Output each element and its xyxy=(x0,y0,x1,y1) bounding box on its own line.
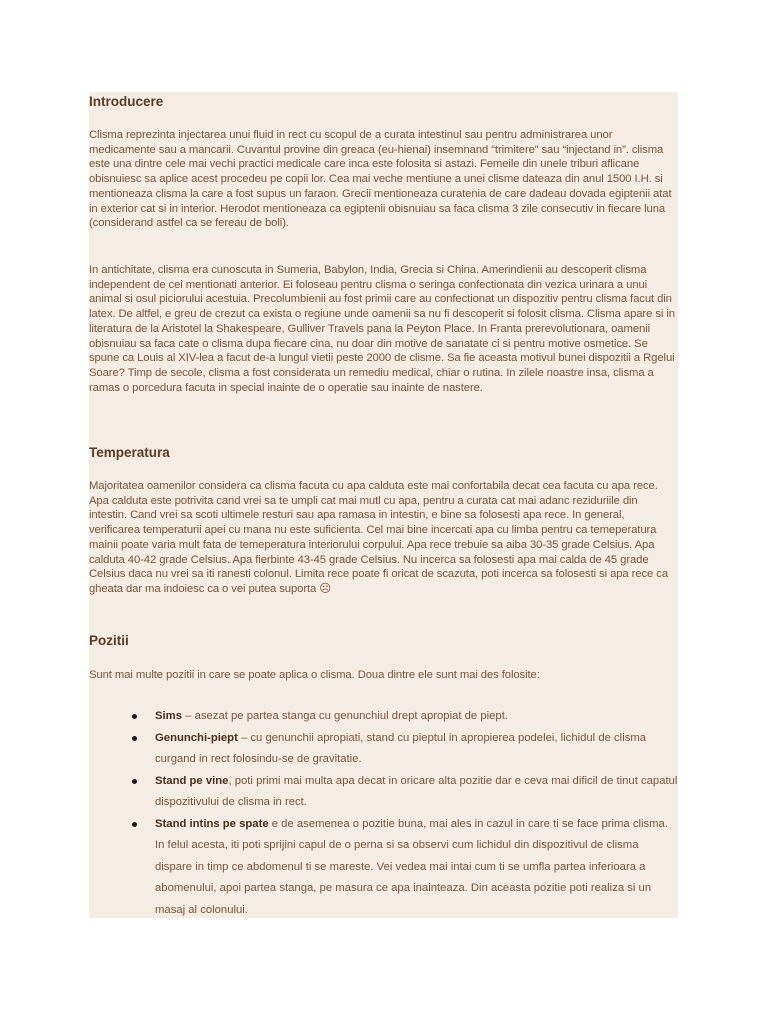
bullet-icon xyxy=(132,779,137,784)
intro-paragraph-1: Clisma reprezinta injectarea unui fluid in rect cu scopul de a curata intestinul sau pentru administrarea unor medicamente sau a mancarii. Cuvantul provine din greaca (eu-hienai) insemnand “trimitere” sau “injectand in”. clisma este una dintre cele mai vechi practici medicale care inca este folosita si astazi. Femeile din unele triburi aflicane obisnuiesc sa aplice acest procedeu pe copii lor. Cea mai veche mentiune a unei clisme dateaza din anul 1500 I.H. si mentioneaza clisma la care a fost supus un faraon. Grecii mentioneaza curatenia de care dadeau dovada egiptenii atat in exterior cat si in interior. Herodot mentioneaza ca egiptenii obisnuiau sa faca clisma 3 zile consecutiv in fiecare luna (considerand astfel ca se fereau de boli). xyxy=(89,129,672,230)
section-introducere xyxy=(89,93,678,111)
list-item-text: e de asemenea o pozitie buna, mai ales in cazul in care ti se face prima clisma. In felul acesta, iti poti sprijini capul de o perna si sa observi cum lichidul din dispozitivul de clisma dispare in timp ce abdomenul ti se mareste. Vei vedea mai intai cum ti se umfla partea inferioara a abomenului, apoi partea stanga, pe masura ce apa inainteaza. Din aceasta pozitie poti realiza si un masaj al colonului. xyxy=(155,817,668,916)
list-item-term: Sims xyxy=(155,710,183,722)
section-pozitii xyxy=(89,632,678,650)
heading-pozitii: Pozitii xyxy=(89,633,129,648)
heading-temperatura: Temperatura xyxy=(89,445,170,460)
intro-paragraph-1-block xyxy=(89,128,678,231)
list-item xyxy=(130,706,678,728)
list-item-term: Stand pe vine xyxy=(155,774,229,787)
list-item-text: – cu genunchii apropiati, stand cu pieptul in apropierea podelei, lichidul de clisma curgand in rect folosindu-se de gravitatie. xyxy=(155,731,647,765)
positions-intro: Sunt mai multe pozitii in care se poate aplica o clisma. Doua dintre ele sunt mai des folosite: xyxy=(89,669,540,681)
bullet-icon xyxy=(132,736,137,741)
list-item-text: – asezat pe partea stanga cu genunchiul drept apropiat de piept. xyxy=(182,710,508,722)
temperature-paragraph: Majoritatea oamenilor considera ca clisma facuta cu apa calduta este mai confortabila decat cea facuta cu apa rece. Apa calduta este potrivita cand vrei sa te umpli cat mai mutl cu apa, pentru a curata cat mai adanc reziduriile din intestin. Cand vrei sa scoti ultimele resturi sau apa ramasa in intestin, e bine sa folosesti apa rece. In general, verificarea temperaturii apei cu mana nu este suficienta. Cel mai bine incercati apa cu limba pentru ca temeperatura mainii poate varia mult fata de temeperatura interiorului corpului. Apa rece trebuie sa aiba 30-35 grade Celsius. Apa calduta 40-42 grade Celsius. Apa fierbinte 43-45 grade Celsius. Nu incerca sa folosesti apa mai calda de 45 grade Celsius daca nu vrei sa iti ranesti colonul. Limita rece poate fi oricat de scazuta, poti incerca sa folosesti si apa rece ca gheata dar ma indoiesc ca o vei putea suporta ☹ xyxy=(89,480,668,595)
intro-paragraph-2: In antichitate, clisma era cunoscuta in Sumeria, Babylon, India, Grecia si China. Amerindienii au descoperit clisma independent de cei mentionati anterior. Ei foloseau pentru clisma o seringa confectionata din vezica urinara a unui animal si osul piciorului acestuia. Precolumbienii au fost primii care au confectionat un dispozitiv pentru clisma facut din latex. De altfel, e greu de crezut ca exista o regiune unde oamenii sa nu fi descoperit si folosit clisma. Clisma apare si in literatura de la Aristotel la Shakespeare, Gulliver Travels pana la Peyton Place. In Franta prerevolutionara, oamenii obisnuiau sa faca cate o clisma dupa fiecare cina, nu doar din motive de sanatate ci si pentru motive osmetice. Se spune ca Louis al XIV-lea a facut de-a lungul vietii peste 2000 de clisme. Sa fie aceasta motivul bunei dispozitii a Rgelui Soare? Timp de secole, clisma a fost considerata un remediu medical, chiar o rutina. In zilele noastre insa, clisma a ramas o porcedura facuta in special inainte de o operatie sau inainte de nastere. xyxy=(89,264,675,394)
heading-introducere: Introducere xyxy=(89,94,164,109)
bullet-icon xyxy=(132,714,137,719)
list-item-term: Stand intins pe spate xyxy=(155,817,269,830)
positions-intro-block xyxy=(89,668,678,683)
intro-paragraph-2-block xyxy=(89,263,678,395)
list-item-text: , poti primi mai multa apa decat in oricare alta pozitie dar e ceva mai dificil de tinut capatul dispozitivului de clisma in rect. xyxy=(155,774,678,808)
list-item xyxy=(130,728,678,771)
list-item xyxy=(130,771,678,814)
list-item xyxy=(130,814,678,922)
positions-list xyxy=(130,706,678,921)
temperature-paragraph-block xyxy=(89,479,678,597)
section-temperatura xyxy=(89,444,678,462)
list-item-term: Genunchi-piept xyxy=(155,731,238,744)
bullet-icon xyxy=(132,822,137,827)
